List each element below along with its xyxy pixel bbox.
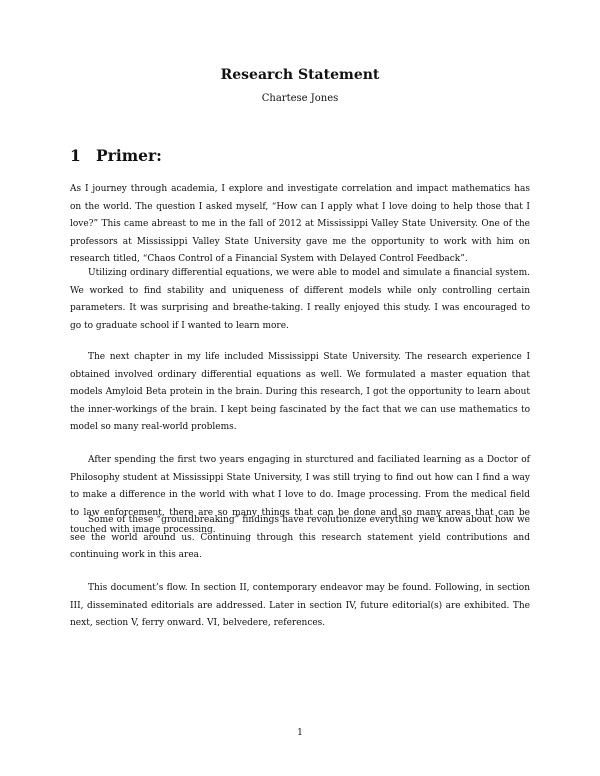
paragraph-3: The next chapter in my life included Mississippi State University. The research experience I obtained involved ordinary differential equations as well. We formulated a master equation that models Amyloid Beta protein in the brain. During this research, I got the opportunity to learn about the inner-workings of the brain. I kept being fascinated by the fact that we can use mathematics to model so many real-world problems. (70, 352, 530, 432)
section-title: Primer: (96, 146, 162, 165)
paragraph-1: As I journey through academia, I explore and investigate correlation and impact mathematics has on the world. The question I asked myself, “How can I apply what I love doing to help those that I love?” This came abreast to me in the fall of 2012 at Mississippi Valley State University. One of the professors at Mississippi Valley State University gave me the opportunity to work with him on research titled, “Chaos Control of a Financial System with Delayed Control Feedback”. (70, 184, 530, 264)
section-heading (70, 146, 162, 165)
section-number: 1 (70, 146, 81, 165)
page-number: 1 (297, 728, 303, 738)
paragraph-4: After spending the first two years engaging in sturctured and faciliated learning as a Doctor of Philosophy student at Mississippi State University, I was still trying to find out how can I find a way to make a difference in the world with what I love to do. Image processing. From the medical field to law enforcement, there are so many things that can be done and so many areas that can be touched with image processing. (70, 455, 530, 535)
document-title: Research Statement (220, 67, 380, 83)
paragraph-2: Utilizing ordinary differential equations, we were able to model and simulate a financial system. We worked to find stability and uniqueness of different models while only controlling certain parameters. It was surprising and breathe-taking. I really enjoyed this study. I was encouraged to go to graduate school if I wanted to learn more. (70, 268, 530, 331)
paragraph-5: Some of these “groundbreaking” findings have revolutionize everything we know about how we see the world around us. Continuing through this research statement yield contributions and continuing work in this area. (70, 515, 530, 560)
paragraph-6: This document’s flow. In section II, contemporary endeavor may be found. Following, in section III, disseminated editorials are addressed. Later in section IV, future editorial(s) are exhibited. The next, section V, ferry onward. VI, belvedere, references. (70, 583, 530, 628)
document-author: Chartese Jones (261, 93, 339, 104)
